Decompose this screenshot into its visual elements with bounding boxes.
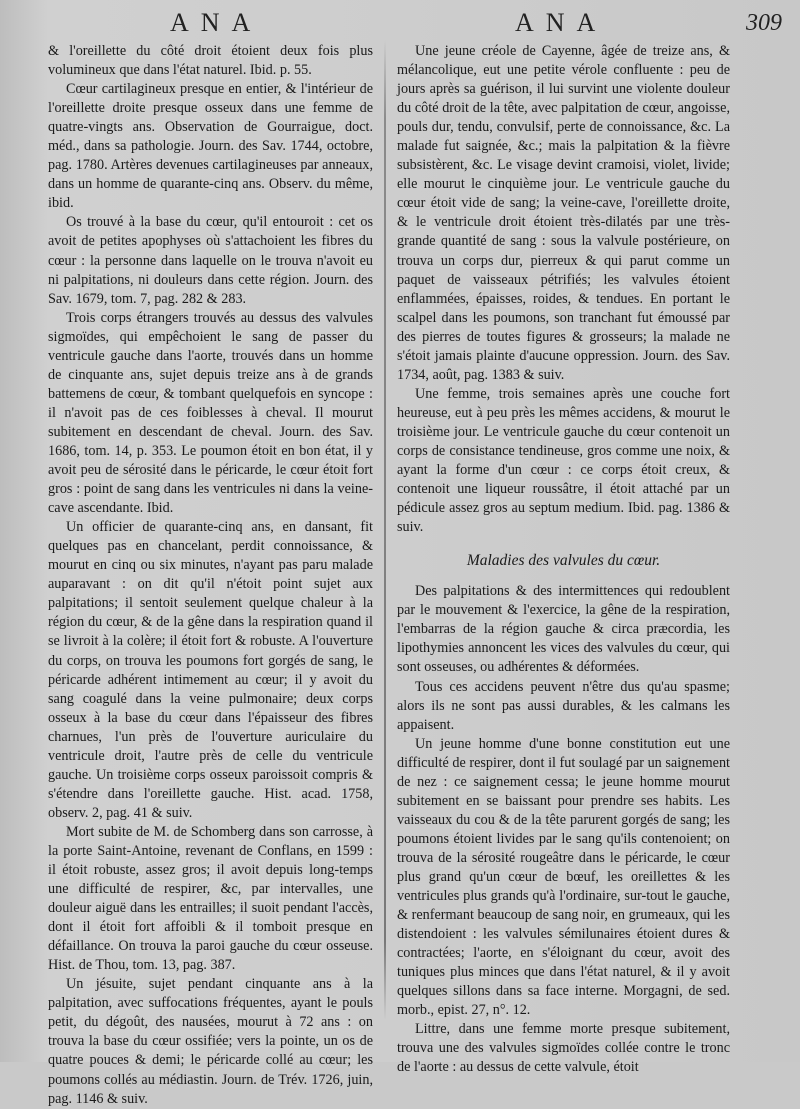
paragraph: Un jésuite, sujet pendant cinquante ans à la palpitation, avec suffocations fréquentes, ayant le pouls petit, du dégoût, des nausées, mourut à 72 ans : on trouva la base du cœur ossifiée; vers la pointe, un os de quatre pouces & demi; le péricarde collé au cœur; les poumons collés au médiastin. Journ. de Trév. 1726, juin, pag. 1146 & suiv. — [48, 976, 373, 1107]
paragraph: Trois corps étrangers trouvés au dessus des valvules sigmoïdes, qui empêchoient le sang de passer du ventricule gauche dans l'aorte, trouvés dans un homme de cinquante ans, sujet depuis treize ans à de grands battemens de cœur, & tombant quelquefois en syncope : il n'avoit pas de ces foiblesses à cheval. Il mourut subitement en descendant de cheval. Journ. des Sav. 1686, tom. 14, p. 353. Le poumon étoit en bon état, il y avoit peu de sérosité dans le péricarde, le cœur étoit fort gros : point de sang dans les ventricules ni dans la veine-cave ascendante. Ibid. — [48, 309, 373, 517]
left-running-head: ANA — [170, 8, 263, 37]
paragraph: Mort subite de M. de Schomberg dans son carrosse, à la porte Saint-Antoine, revenant de Conflans, en 1599 : il étoit robuste, assez gros; il avoit depuis long-temps une difficulté de respirer, &c, par intervalles, une douleur aiguë dans les entrailles; il suoit pendant l'accès, dont il étoit fort affoibli & il tomboit presque en défaillance. On trouva la paroi gauche du cœur osseuse. Hist. de Thou, tom. 13, pag. 387. — [48, 823, 373, 974]
paragraph: & l'oreillette du côté droit étoient deux fois plus volumineux que dans l'état naturel. Ibid. p. 55. — [48, 43, 373, 79]
paragraph: Un jeune homme d'une bonne constitution eut une difficulté de respirer, dont il fut soulagé par un saignement de nez : ce saignement cessa; le jeune homme mourut subitement en se baissant pour prendre ses habits. Les vaisseaux du cou & de la tête parurent gorgés de sang; les poumons étoient livides par le sang qu'ils contenoient; on trouva de la sérosité rougeâtre dans le péricarde, le cœur plus grand qu'un cœur de bœuf, les oreillettes & les ventricules plus grands qu'à l'ordinaire, sur-tout le gauche, & renfermant beaucoup de sang noir, en grumeaux, qui les distendoient : les valvules sémilunaires étoient dures & contractées; l'aorte, en s'éloignant du cœur, avoit des tuniques plus minces que dans l'état naturel, & il y avoit quelques sillons dans sa face interne. Morgagni, de sed. morb., epist. 27, n°. 12. — [397, 735, 730, 1019]
section-heading: Maladies des valvules du cœur. — [466, 552, 661, 570]
page-number: 309 — [746, 10, 782, 36]
paragraph: Cœur cartilagineux presque en entier, & l'intérieur de l'oreillette droite presque osseux dans une femme de quatre-vingts ans. Observation de Gourraigue, doct. méd., dans sa pathologie. Journ. des Sav. 1744, octobre, pag. 1780. Artères devenues cartilagineuses par anneaux, dans un homme de quarante-cinq ans. Observ. du même, ibid. — [48, 81, 373, 212]
right-running-head: ANA — [515, 8, 608, 37]
paragraph: Des palpitations & des intermittences qui redoublent par le mouvement & l'exercice, la gêne de la respiration, l'embarras de la région gauche & circa præcordia, les lipothymies annoncent les vices des valvules du cœur, qui sont osseuses, ou adhérentes & déformées. — [397, 583, 730, 676]
paragraph: Littre, dans une femme morte presque subitement, trouva une des valvules sigmoïdes collée contre le tronc de l'aorte : au dessus de cette valvule, étoit — [397, 1021, 730, 1076]
paragraph: Une jeune créole de Cayenne, âgée de treize ans, & mélancolique, eut une petite vérole confluente : peu de jours après sa guérison, il lui survint une violente douleur du côté droit de la tête, avec palpitation de cœur, angoisse, pouls dur, tendu, convulsif, perte de connoissance, &c. La malade fut saignée, &c.; mais la palpitation & la fièvre subsistèrent, &c. Le visage devint cramoisi, violet, livide; elle mourut le cinquième jour. Le ventricule gauche du cœur étoit vide de sang; la veine-cave, l'oreillette droite, & le ventricule droit étoient très-dilatés par une très-grande quantité de sang : sous la valvule postérieure, on trouva un corps dur, pierreux & qui parut comme un paquet de vaisseaux pétrifiés; les valvules étoient enflammées, épaisses, roides, & tendues. En portant le scalpel dans les poumons, son tranchant fut émoussé par des pierres de toutes figures & grosseurs; la malade ne s'étoit jamais plainte d'aucune oppression. Journ. des Sav. 1734, août, pag. 1383 & suiv. — [397, 43, 730, 383]
paragraph: Une femme, trois semaines après une couche fort heureuse, eut à peu près les mêmes accidens, & mourut le troisième jour. Le ventricule gauche du cœur contenoit un corps de consistance tendineuse, gros comme une noix, & ayant la forme d'un cœur : ce corps étoit creux, & contenoit une liqueur roussâtre, il étoit attaché par un pédicule assez gros au septum medium. Ibid. pag. 1386 & suiv. — [397, 385, 730, 536]
paragraph: Tous ces accidens peuvent n'être dus qu'au spasme; alors ils ne sont pas aussi durables, & les calmans les appaisent. — [397, 678, 730, 733]
left-column — [48, 42, 373, 1107]
right-column — [397, 42, 730, 1076]
column-divider — [384, 40, 386, 1020]
paragraph: Os trouvé à la base du cœur, qu'il entouroit : cet os avoit de petites apophyses où s'attachoient les fibres du cœur : la personne dans laquelle on le trouva n'avoit eu ni palpitations, ni douleurs dans cette région. Journ. des Sav. 1679, tom. 7, pag. 282 & 283. — [48, 214, 373, 307]
paragraph: Un officier de quarante-cinq ans, en dansant, fit quelques pas en chancelant, perdit connoissance, & mourut en cinq ou six minutes, n'ayant pas paru malade auparavant : on dit qu'il n'étoit point sujet aux palpitations; il sentoit seulement quelque chaleur à la région du cœur, & de la gêne dans la respiration quand il se livroit à la colère; il étoit fort & robuste. A l'ouverture du corps, on trouva les poumons fort gorgés de sang, le péricarde adhérent intimement au cœur; il y avoit du sang coagulé dans la veine pulmonaire; deux corps osseux à la base du cœur dans l'épaisseur des fibres charnues, l'un près de l'ouverture auriculaire du ventricule droit, l'autre près de celle du ventricule gauche. Un troisième corps osseux paroissoit compris & s'étendre dans l'oreillette gauche. Hist. acad. 1758, observ. 2, pag. 41 & suiv. — [48, 519, 373, 821]
